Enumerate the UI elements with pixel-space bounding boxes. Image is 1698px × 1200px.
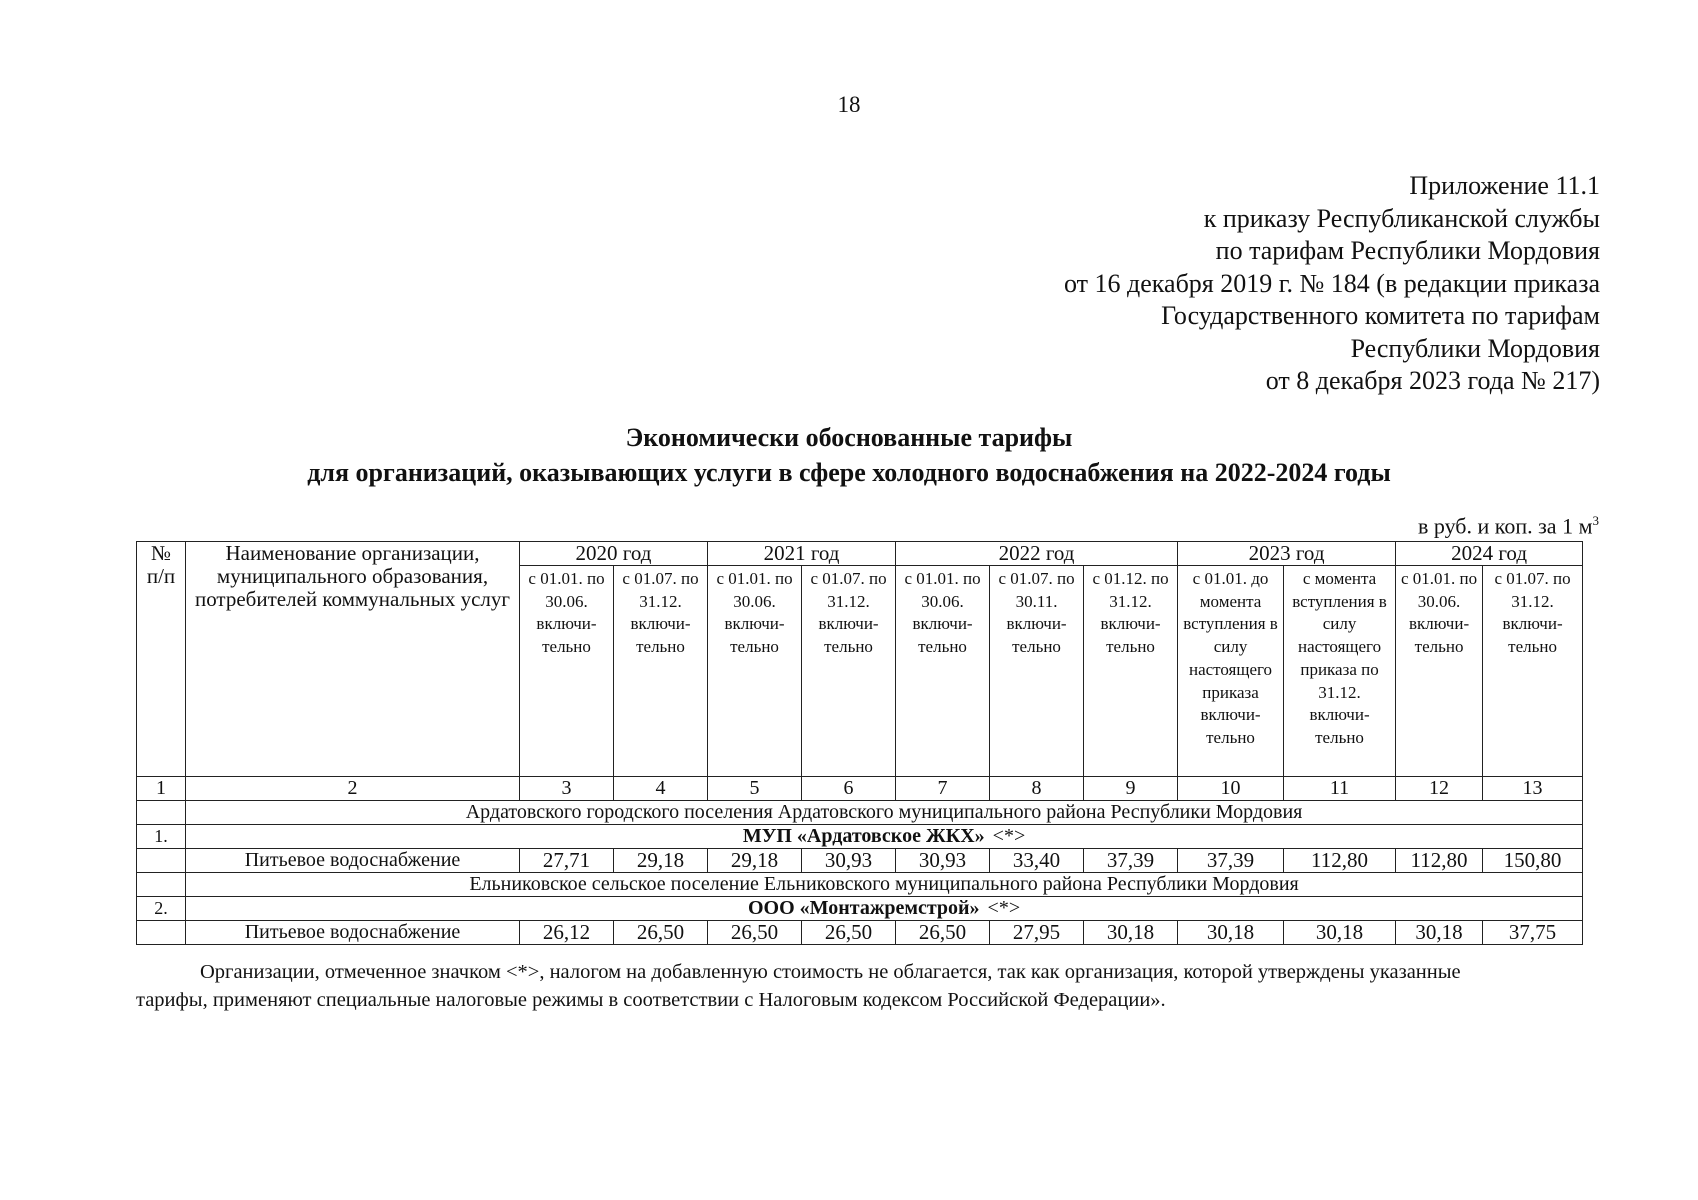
- tariff-value: 29,18: [708, 849, 802, 873]
- tariff-value: 30,18: [1178, 921, 1284, 945]
- tariff-value: 26,50: [614, 921, 708, 945]
- title-line: для организаций, оказывающих услуги в сфере холодного водоснабжения на 2022-2024 годы: [307, 458, 1391, 487]
- footnote-line: тарифы, применяют специальные налоговые режимы в соответствии с Налоговым кодексом Российской Федерации».: [136, 989, 1166, 1011]
- appendix-line: Государственного комитета по тарифам: [1161, 301, 1600, 330]
- header-period: с 01.01. до момента вступления в силу настоящего приказа включи-тельно: [1178, 566, 1284, 777]
- organization-name: МУП «Ардатовское ЖКХ»: [742, 825, 985, 847]
- header-period: с 01.07. по 31.12. включи-тельно: [1483, 566, 1583, 777]
- tariff-value: 33,40: [990, 849, 1084, 873]
- service-name: Питьевое водоснабжение: [186, 921, 520, 945]
- column-number: 13: [1483, 777, 1583, 801]
- header-name: Наименование организации, муниципального образования, потребителей коммунальных услуг: [186, 542, 520, 777]
- tariff-value: 26,12: [520, 921, 614, 945]
- tariff-value: 112,80: [1396, 849, 1483, 873]
- empty-cell: [137, 801, 186, 825]
- tariff-value: 26,50: [896, 921, 990, 945]
- tariff-value: 37,39: [1178, 849, 1284, 873]
- organization-row: [186, 897, 1583, 921]
- tariff-value: 29,18: [614, 849, 708, 873]
- unit-superscript: 3: [1592, 513, 1599, 528]
- service-name: Питьевое водоснабжение: [186, 849, 520, 873]
- header-period: с 01.01. по 30.06. включи-тельно: [896, 566, 990, 777]
- tariffs-table: [136, 541, 1583, 945]
- appendix-line: от 16 декабря 2019 г. № 184 (в редакции приказа: [1064, 268, 1600, 298]
- appendix-line: от 8 декабря 2023 года № 217): [1265, 366, 1600, 395]
- header-period: с 01.12. по 31.12. включи-тельно: [1084, 566, 1178, 777]
- header-period: с 01.07. по 31.12. включи-тельно: [614, 566, 708, 777]
- column-number: 12: [1396, 777, 1483, 801]
- column-number: 3: [520, 777, 614, 801]
- column-number: 2: [186, 777, 520, 801]
- tariff-value: 26,50: [708, 921, 802, 945]
- header-year: 2020 год: [520, 542, 708, 566]
- section-row: Ардатовского городского поселения Ардатовского муниципального района Республики Мордовия: [186, 801, 1583, 825]
- header-year: 2023 год: [1178, 542, 1396, 566]
- empty-cell: [137, 873, 186, 897]
- tariff-value: 27,71: [520, 849, 614, 873]
- header-year: 2021 год: [708, 542, 896, 566]
- column-number: 9: [1084, 777, 1178, 801]
- tariff-value: 37,39: [1084, 849, 1178, 873]
- page-number: 18: [837, 92, 861, 117]
- tariff-value: 112,80: [1284, 849, 1396, 873]
- header-period: с момента вступления в силу настоящего приказа по 31.12. включи-тельно: [1284, 566, 1396, 777]
- empty-cell: [137, 849, 186, 873]
- appendix-line: по тарифам Республики Мордовия: [1215, 236, 1600, 265]
- column-number: 6: [802, 777, 896, 801]
- tariff-value: 30,18: [1284, 921, 1396, 945]
- column-number: 8: [990, 777, 1084, 801]
- header-period: с 01.01. по 30.06. включи-тельно: [708, 566, 802, 777]
- unit-label: [1418, 513, 1599, 539]
- tariff-value: 30,93: [802, 849, 896, 873]
- column-number: 10: [1178, 777, 1284, 801]
- header-year: 2022 год: [896, 542, 1178, 566]
- column-number: 7: [896, 777, 990, 801]
- header-period: с 01.07. по 31.12. включи-тельно: [802, 566, 896, 777]
- row-number: 1.: [137, 825, 186, 849]
- appendix-line: Республики Мордовия: [1350, 333, 1600, 363]
- vat-mark: <*>: [987, 897, 1021, 919]
- vat-mark: <*>: [992, 825, 1026, 847]
- unit-text: в руб. и коп. за 1 м: [1418, 513, 1593, 539]
- appendix-line: Приложение 11.1: [1409, 171, 1600, 200]
- section-row: Ельниковское сельское поселение Ельниковского муниципального района Республики Мордовия: [186, 873, 1583, 897]
- appendix-block: [1064, 170, 1600, 398]
- header-year: 2024 год: [1396, 542, 1583, 566]
- header-number: № п/п: [137, 542, 186, 777]
- column-number: 5: [708, 777, 802, 801]
- header-period: с 01.01. по 30.06. включи-тельно: [1396, 566, 1483, 777]
- organization-name: ООО «Монтажремстрой»: [747, 897, 980, 919]
- tariff-value: 30,93: [896, 849, 990, 873]
- column-number: 11: [1284, 777, 1396, 801]
- column-number: 1: [137, 777, 186, 801]
- footnote-line: Организации, отмеченное значком <*>, налогом на добавленную стоимость не облагается, так как организация, которой утверждены указанные: [200, 961, 1461, 983]
- tariff-value: 150,80: [1483, 849, 1583, 873]
- row-number: 2.: [137, 897, 186, 921]
- tariff-value: 30,18: [1396, 921, 1483, 945]
- tariff-value: 30,18: [1084, 921, 1178, 945]
- empty-cell: [137, 921, 186, 945]
- column-number: 4: [614, 777, 708, 801]
- header-period: с 01.07. по 30.11. включи-тельно: [990, 566, 1084, 777]
- organization-row: [186, 825, 1583, 849]
- title-line: Экономически обоснованные тарифы: [625, 423, 1073, 452]
- tariff-value: 26,50: [802, 921, 896, 945]
- appendix-line: к приказу Республиканской службы: [1203, 203, 1600, 233]
- header-period: с 01.01. по 30.06. включи-тельно: [520, 566, 614, 777]
- tariff-value: 27,95: [990, 921, 1084, 945]
- tariff-value: 37,75: [1483, 921, 1583, 945]
- document-title: [0, 420, 1698, 490]
